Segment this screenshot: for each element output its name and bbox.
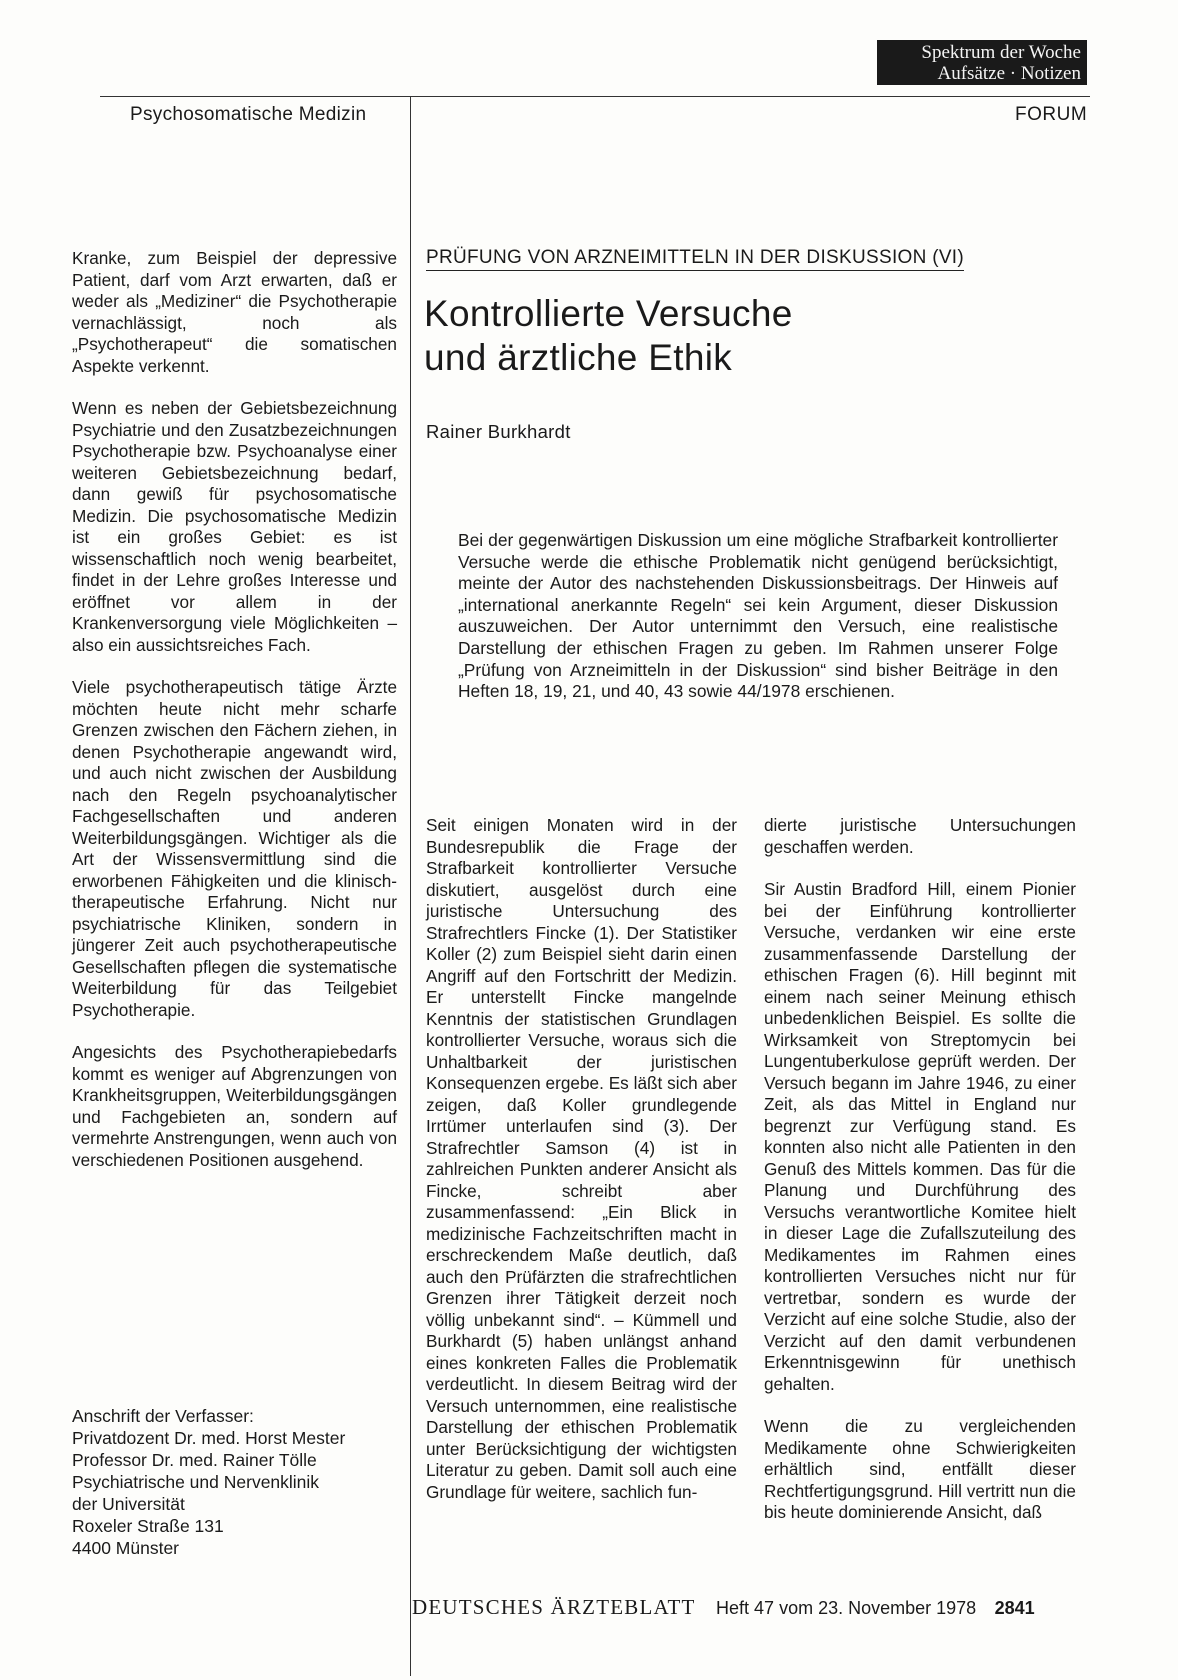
paragraph: dierte juristische Untersuchungen geschaffen werden. [764,815,1076,857]
middle-column [426,815,737,1524]
article-abstract: Bei der gegenwärtigen Diskussion um eine mögliche Strafbarkeit kontrollierter Versuche werde die ethische Problematik nicht genügend berücksichtigt, meinte der Autor des nachstehenden Diskussionsbeitrags. Der Hinweis auf „international anerkannte Regeln“ sei kein Argument, dieser Diskussion auszuweichen. Der Autor unternimmt den Versuch, eine realistische Darstellung der ethischen Fragen zu geben. Im Rahmen unserer Folge „Prüfung von Arzneimitteln in der Diskussion“ sind bisher Beiträge in den Heften 18, 19, 21, und 40, 43 sowie 44/1978 erschienen. [458,530,1058,702]
page-footer [412,1595,1035,1620]
address-line: Professor Dr. med. Rainer Tölle [72,1450,317,1470]
forum-label: FORUM [1015,104,1088,125]
title-line-2: und ärztliche Ethik [424,337,733,378]
issue-info: Heft 47 vom 23. November 1978 [716,1598,977,1618]
section-badge [877,40,1087,85]
article-title [424,292,793,380]
badge-line-2: Aufsätze · Notizen [937,63,1081,84]
address-line: Psychiatrische und Nervenklinik [72,1472,320,1492]
paragraph: Seit einigen Monaten wird in der Bundesrepublik die Frage der Strafbarkeit kontrollierter Versuche diskutiert, ausgelöst durch eine juristische Untersuchung des Strafrechtlers Fincke (1). Der Statistiker Koller (2) zum Beispiel sieht darin einen Angriff auf den Fortschritt der Medizin. Er unterstellt Fincke mangelnde Kenntnis der statistischen Grundlagen kontrollierter Versuche, woraus sich die Unhaltbarkeit der juristischen Konsequenzen ergebe. Es läßt sich aber zeigen, daß Koller grundlegende Irrtümer unterlaufen sind (3). Der Strafrechtler Samson (4) ist in zahlreichen Punkten anderer Ansicht als Fincke, schreibt aber zusammenfassend: „Ein Blick in medizinische Fachzeitschriften macht in erschreckendem Maße deutlich, daß auch den Prüfärzten die strafrechtlichen Grenzen ihrer Tätigkeit derzeit noch völlig unbekannt sind“. – Kümmell und Burkhardt (5) haben unlängst anhand eines konkreten Falles die Problematik verdeutlicht. In diesem Beitrag wird der Versuch unternommen, eine realistische Darstellung der ethischen Problematik unter Berücksichtigung der wichtigsten Literatur zu geben. Damit soll auch eine Grundlage für weitere, sachlich fun- [426,815,737,1502]
paragraph: Sir Austin Bradford Hill, einem Pionier bei der Einführung kontrollierter Versuche, verdanken wir eine erste zusammenfassende Darstellung der ethischen Fragen (6). Hill beginnt mit einem nach seiner Meinung ethisch unbedenklichen Beispiel. Es sollte die Wirksamkeit von Streptomycin bei Lungentuberkulose geprüft werden. Der Versuch begann im Jahre 1946, zu einer Zeit, als das Mittel in England nur begrenzt zur Verfügung stand. Es konnten also nicht alle Patienten in den Genuß des Mittels kommen. Das für die Planung und Durchführung des Versuchs verantwortliche Komitee hielt in dieser Lage die Zufallszuteilung des Medikamentes im Rahmen eines kontrollierten Versuches nicht nur für vertretbar, sondern es wurde der Verzicht auf eine solche Studie, also der Verzicht auf den damit verbundenen Erkenntnisgewinn für unethisch gehalten. [764,879,1076,1394]
address-line: Privatdozent Dr. med. Horst Mester [72,1428,346,1448]
article-author: Rainer Burkhardt [426,421,571,442]
address-line: der Universität [72,1494,185,1514]
paragraph: Wenn es neben der Gebietsbezeichnung Psychiatrie und den Zusatzbezeichnungen Psychotherapie bzw. Psychoanalyse einer weiteren Gebietsbezeichnung bedarf, dann gewiß für psychosomatische Medizin. Die psychosomatische Medizin ist ein großes Gebiet: es ist wissenschaftlich noch wenig bearbeitet, findet in der Lehre großes Interesse und eröffnet vor allem in der Krankenversorgung viele Möglichkeiten – also ein aussichtsreiches Fach. [72,398,397,655]
section-title: Psychosomatische Medizin [130,104,367,125]
address-line: 4400 Münster [72,1538,180,1558]
paragraph: Wenn die zu vergleichenden Medikamente ohne Schwierigkeiten erhältlich sind, entfällt dieser Rechtfertigungsgrund. Hill vertritt nun die bis heute dominierende Ansicht, daß [764,1416,1076,1522]
address-line: Anschrift der Verfasser: [72,1406,254,1426]
paragraph: Kranke, zum Beispiel der depressive Patient, darf vom Arzt erwarten, daß er weder als „Mediziner“ die Psychotherapie vernachlässigt, noch als „Psychotherapeut“ die somatischen Aspekte verkennt. [72,248,397,376]
header-rule-left [100,96,410,97]
left-column [72,248,397,1192]
column-divider [410,96,411,1676]
address-line: Roxeler Straße 131 [72,1516,224,1536]
header-rule-right [410,96,1090,97]
page-number: 2841 [994,1598,1035,1618]
journal-name: DEUTSCHES ÄRZTEBLATT [412,1595,696,1619]
title-line-1: Kontrollierte Versuche [424,293,793,334]
author-address [72,1405,397,1559]
paragraph: Viele psychotherapeutisch tätige Ärzte möchten heute nicht mehr scharfe Grenzen zwischen den Fächern ziehen, in denen Psychotherapie angewandt wird, und auch nicht zwischen der Ausbildung nach den Regeln psychoanalytischer Fachgesellschaften und anderen Weiterbildungsgängen. Wichtiger als die Art der Wissensvermittlung sind die erworbenen Fähigkeiten und die klinisch-therapeutische Erfahrung. Nicht nur psychiatrische Kliniken, sondern in jüngerer Zeit auch psychotherapeutische Gesellschaften pflegen die systematische Weiterbildung für das Teilgebiet Psychotherapie. [72,677,397,1020]
badge-line-1: Spektrum der Woche [921,42,1081,63]
right-column [764,815,1076,1545]
paragraph: Angesichts des Psychotherapiebedarfs kommt es weniger auf Abgrenzungen von Krankheitsgruppen, Weiterbildungsgängen und Fachgebieten an, sondern auf vermehrte Anstrengungen, wenn auch von verschiedenen Positionen ausgehend. [72,1042,397,1170]
series-heading: PRÜFUNG VON ARZNEIMITTELN IN DER DISKUSSION (VI) [426,247,964,271]
